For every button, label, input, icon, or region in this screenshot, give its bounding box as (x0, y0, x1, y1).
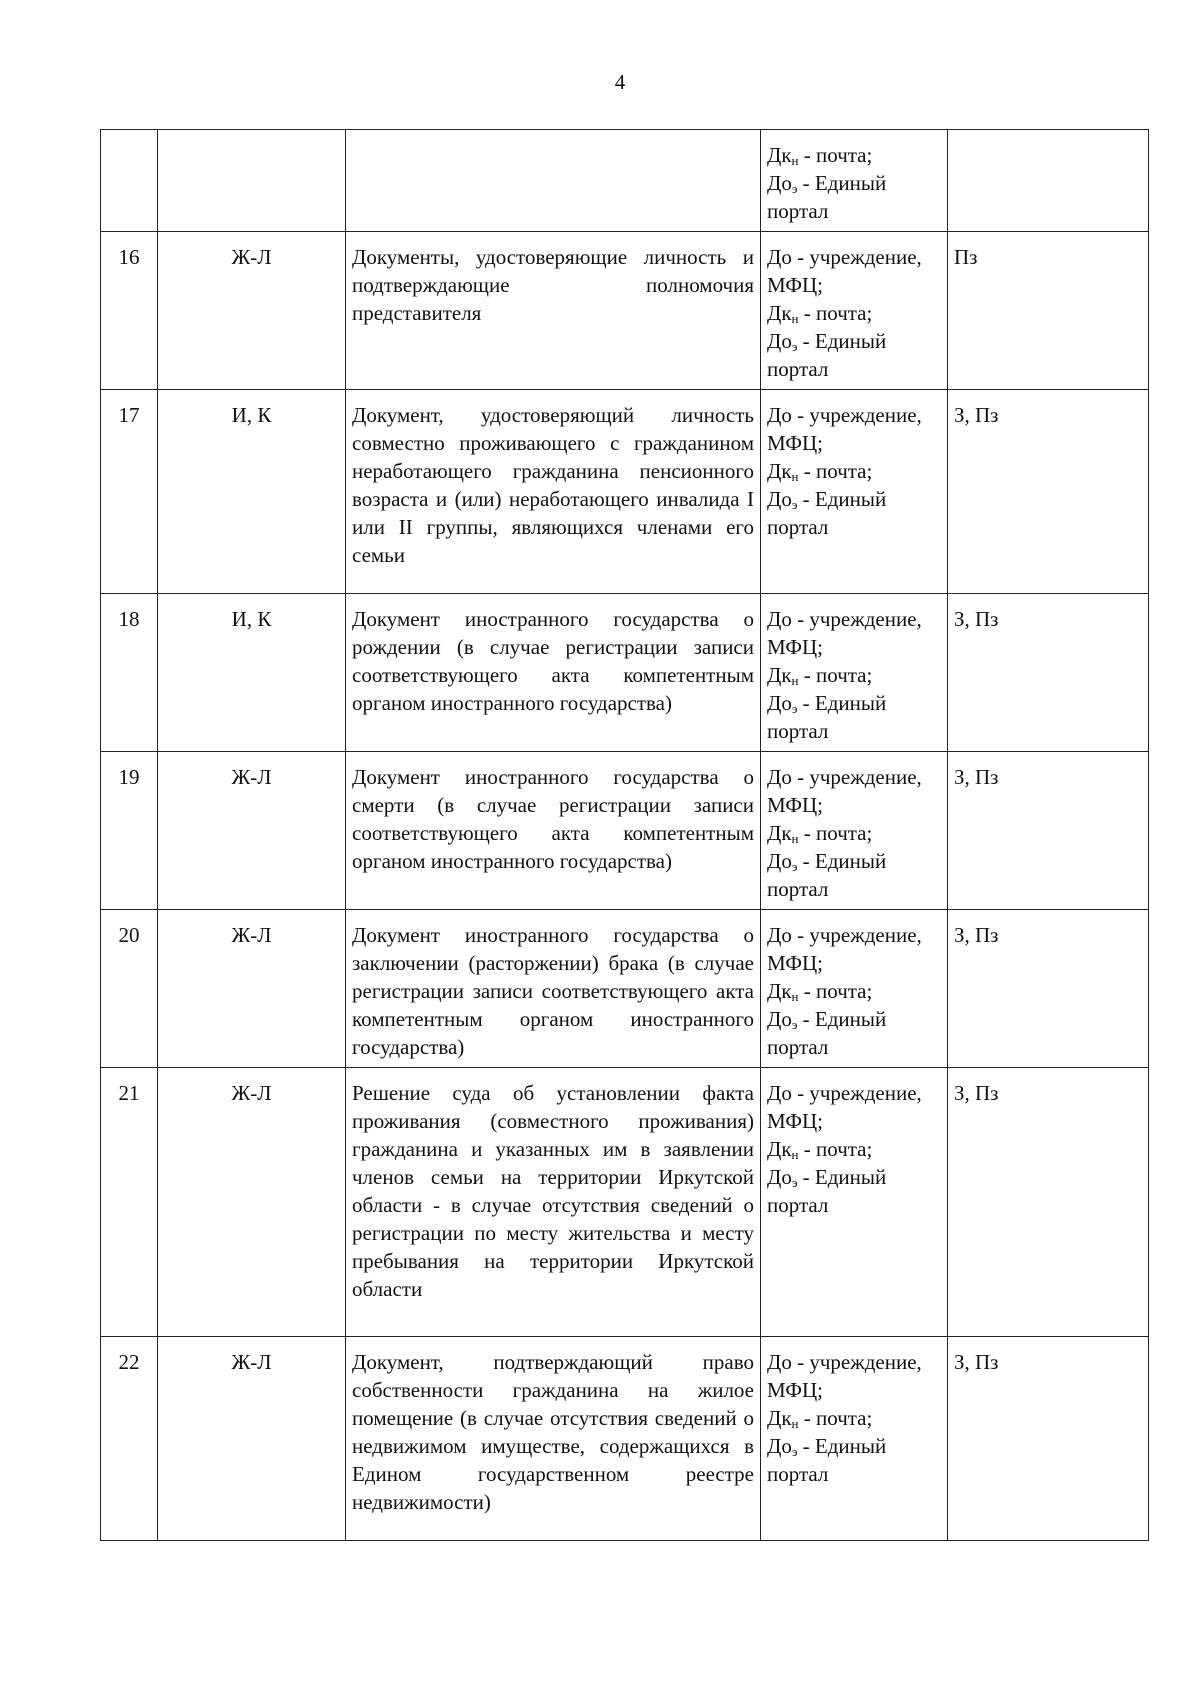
submission-method-line (767, 689, 941, 717)
submission-method-line (767, 1033, 941, 1061)
submission-method-cell (761, 390, 948, 594)
submission-method-line (767, 661, 941, 689)
method-text: Дк (767, 301, 792, 325)
table-row (101, 1337, 1149, 1541)
document-name-cell: Документы, удостоверяющие личность и подтверждающие полномочия представителя (346, 232, 761, 390)
submission-method-line (767, 1348, 941, 1376)
document-type-cell: З, Пз (948, 1068, 1149, 1337)
method-text: До - учреждение, (767, 607, 922, 631)
method-text: До (767, 487, 792, 511)
submission-method-line (767, 141, 941, 169)
submission-method-line (767, 605, 941, 633)
method-text: До - учреждение, (767, 1350, 922, 1374)
document-type-cell: З, Пз (948, 1337, 1149, 1541)
method-subscript: э (791, 1017, 798, 1032)
method-text-suffix: - Единый (797, 171, 887, 195)
method-text: портал (767, 719, 829, 743)
method-subscript: э (791, 339, 798, 354)
submission-method-line (767, 1376, 941, 1404)
method-text: портал (767, 1193, 829, 1217)
row-number-cell: 21 (101, 1068, 158, 1337)
method-text: До - учреждение, (767, 765, 922, 789)
table-row (101, 232, 1149, 390)
method-text-suffix: - Единый (797, 329, 887, 353)
category-code-cell: Ж-Л (158, 910, 346, 1068)
submission-method-line (767, 299, 941, 327)
method-subscript: н (791, 673, 799, 688)
submission-method-line (767, 327, 941, 355)
method-text: портал (767, 1462, 829, 1486)
document-type-cell: Пз (948, 232, 1149, 390)
method-subscript: э (791, 181, 798, 196)
submission-method-cell (761, 1337, 948, 1541)
submission-method-line (767, 791, 941, 819)
method-text: До - учреждение, (767, 245, 922, 269)
row-number-cell: 16 (101, 232, 158, 390)
submission-method-cell (761, 232, 948, 390)
method-text-suffix: - Единый (797, 1165, 887, 1189)
category-code-cell: Ж-Л (158, 1337, 346, 1541)
row-number-cell: 22 (101, 1337, 158, 1541)
row-number-cell: 18 (101, 594, 158, 752)
method-text-suffix: - Единый (797, 849, 887, 873)
submission-method-line (767, 355, 941, 383)
method-subscript: э (791, 859, 798, 874)
table-row (101, 130, 1149, 232)
row-number-cell (101, 130, 158, 232)
method-text-suffix: - почта; (798, 301, 873, 325)
table-row (101, 594, 1149, 752)
method-text: До (767, 691, 792, 715)
submission-method-line (767, 513, 941, 541)
submission-method-line (767, 485, 941, 513)
method-text: МФЦ; (767, 273, 823, 297)
submission-method-line (767, 875, 941, 903)
method-subscript: н (791, 989, 799, 1004)
submission-method-line (767, 429, 941, 457)
row-number-cell: 20 (101, 910, 158, 1068)
method-text: До (767, 171, 792, 195)
method-subscript: н (791, 831, 799, 846)
method-text: Дк (767, 459, 792, 483)
method-text: До (767, 1165, 792, 1189)
method-subscript: э (791, 701, 798, 716)
method-subscript: н (791, 311, 799, 326)
submission-method-line (767, 169, 941, 197)
document-type-cell: З, Пз (948, 910, 1149, 1068)
method-text: портал (767, 515, 829, 539)
submission-method-line (767, 1135, 941, 1163)
row-number-cell: 19 (101, 752, 158, 910)
method-subscript: н (791, 153, 799, 168)
submission-method-line (767, 819, 941, 847)
method-subscript: э (791, 497, 798, 512)
submission-method-line (767, 1432, 941, 1460)
page-number: 4 (614, 70, 626, 94)
method-text-suffix: - почта; (798, 459, 873, 483)
method-text: До - учреждение, (767, 923, 922, 947)
submission-method-line (767, 1404, 941, 1432)
category-code-cell: Ж-Л (158, 232, 346, 390)
method-text: До (767, 329, 792, 353)
submission-method-line (767, 457, 941, 485)
submission-method-line (767, 1191, 941, 1219)
method-text: портал (767, 1035, 829, 1059)
submission-method-line (767, 271, 941, 299)
method-text-suffix: - почта; (798, 979, 873, 1003)
method-text: МФЦ; (767, 635, 823, 659)
submission-method-line (767, 847, 941, 875)
documents-table-body (101, 130, 1149, 1541)
method-text: портал (767, 357, 829, 381)
method-text-suffix: - Единый (797, 691, 887, 715)
method-text-suffix: - почта; (798, 663, 873, 687)
submission-method-line (767, 977, 941, 1005)
method-text-suffix: - почта; (798, 1406, 873, 1430)
submission-method-line (767, 1079, 941, 1107)
category-code-cell: Ж-Л (158, 752, 346, 910)
submission-method-line (767, 921, 941, 949)
document-type-cell: З, Пз (948, 752, 1149, 910)
method-subscript: н (791, 1416, 799, 1431)
document-name-cell: Документ иностранного государства о заключении (расторжении) брака (в случае регистрации записи соответствующего акта компетентным органом иностранного государства) (346, 910, 761, 1068)
method-text-suffix: - Единый (797, 1434, 887, 1458)
submission-method-line (767, 763, 941, 791)
row-number-cell: 17 (101, 390, 158, 594)
table-row (101, 910, 1149, 1068)
method-subscript: э (791, 1175, 798, 1190)
submission-method-cell (761, 752, 948, 910)
table-row (101, 1068, 1149, 1337)
method-subscript: н (791, 1147, 799, 1162)
table-row (101, 752, 1149, 910)
document-name-cell: Решение суда об установлении факта проживания (совместного проживания) гражданина и указанных им в заявлении членов семьи на территории Иркутской области - в случае отсутствия сведений о регистрации по месту жительства и месту пребывания на территории Иркутской области (346, 1068, 761, 1337)
method-text: МФЦ; (767, 951, 823, 975)
category-code-cell: И, К (158, 390, 346, 594)
method-text: Дк (767, 663, 792, 687)
method-text: Дк (767, 979, 792, 1003)
method-text: портал (767, 877, 829, 901)
submission-method-line (767, 949, 941, 977)
method-text-suffix: - Единый (797, 1007, 887, 1031)
method-text: МФЦ; (767, 431, 823, 455)
category-code-cell: Ж-Л (158, 1068, 346, 1337)
method-text: Дк (767, 1137, 792, 1161)
document-name-cell: Документ, подтверждающий право собственности гражданина на жилое помещение (в случае отсутствия сведений о недвижимом имуществе, содержащихся в Едином государственном реестре недвижимости) (346, 1337, 761, 1541)
submission-method-cell (761, 1068, 948, 1337)
document-type-cell: З, Пз (948, 390, 1149, 594)
method-text-suffix: - почта; (798, 1137, 873, 1161)
submission-method-cell (761, 130, 948, 232)
document-name-cell (346, 130, 761, 232)
method-text: МФЦ; (767, 1109, 823, 1133)
submission-method-line (767, 717, 941, 745)
documents-table (100, 129, 1149, 1541)
method-text-suffix: - Единый (797, 487, 887, 511)
method-text: МФЦ; (767, 1378, 823, 1402)
submission-method-line (767, 1107, 941, 1135)
category-code-cell (158, 130, 346, 232)
submission-method-line (767, 1163, 941, 1191)
method-text: Дк (767, 821, 792, 845)
method-text: Дк (767, 143, 792, 167)
category-code-cell: И, К (158, 594, 346, 752)
method-text: До (767, 1007, 792, 1031)
document-name-cell: Документ иностранного государства о смерти (в случае регистрации записи соответствующего акта компетентным органом иностранного государства) (346, 752, 761, 910)
table-row (101, 390, 1149, 594)
submission-method-line (767, 1005, 941, 1033)
method-subscript: н (791, 469, 799, 484)
method-text: До (767, 1434, 792, 1458)
method-text-suffix: - почта; (798, 821, 873, 845)
method-text: Дк (767, 1406, 792, 1430)
method-text: МФЦ; (767, 793, 823, 817)
document-name-cell: Документ, удостоверяющий личность совместно проживающего с гражданином неработающего гражданина пенсионного возраста и (или) неработающего инвалида I или II группы, являющихся членами его семьи (346, 390, 761, 594)
submission-method-line (767, 633, 941, 661)
submission-method-line (767, 1460, 941, 1488)
method-text: До (767, 849, 792, 873)
document-type-cell: З, Пз (948, 594, 1149, 752)
submission-method-line (767, 197, 941, 225)
submission-method-line (767, 243, 941, 271)
method-text: До - учреждение, (767, 1081, 922, 1105)
document-name-cell: Документ иностранного государства о рождении (в случае регистрации записи соответствующего акта компетентным органом иностранного государства) (346, 594, 761, 752)
method-text-suffix: - почта; (798, 143, 873, 167)
method-text: портал (767, 199, 829, 223)
document-type-cell (948, 130, 1149, 232)
submission-method-line (767, 401, 941, 429)
submission-method-cell (761, 594, 948, 752)
method-subscript: э (791, 1444, 798, 1459)
method-text: До - учреждение, (767, 403, 922, 427)
submission-method-cell (761, 910, 948, 1068)
